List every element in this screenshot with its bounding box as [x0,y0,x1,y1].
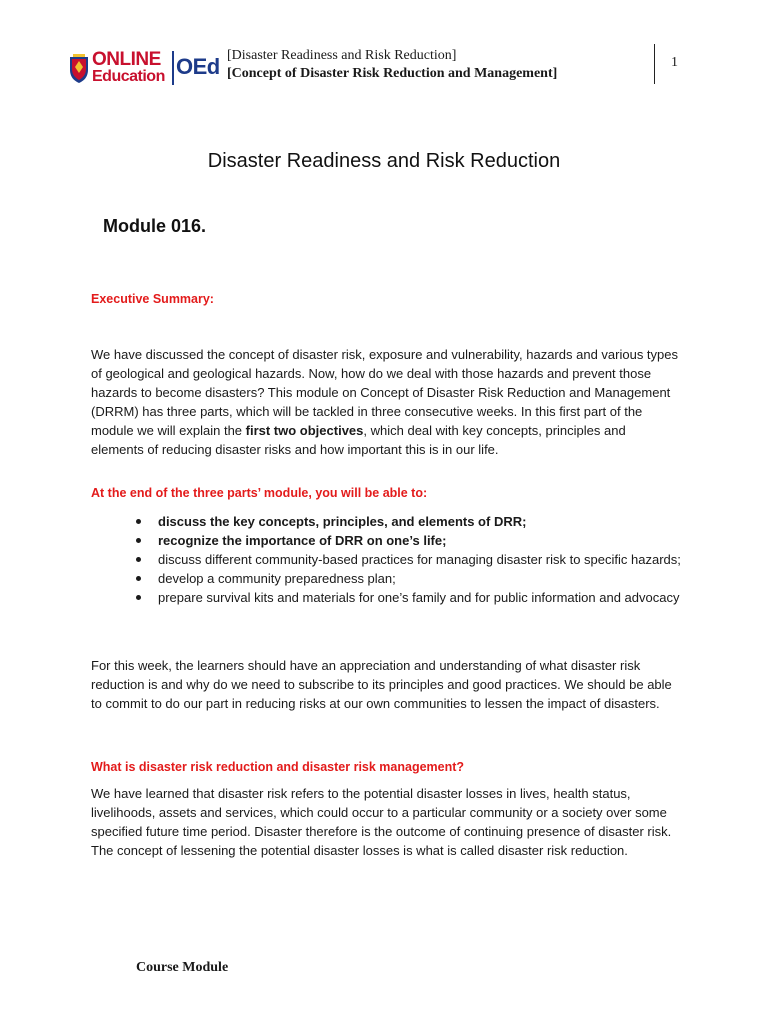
objective-item [91,569,681,588]
bullet-icon [136,557,141,562]
objective-item [91,531,681,550]
bullet-icon [136,595,141,600]
logo-divider [172,51,174,85]
bullet-icon [136,576,141,581]
drr-definition-paragraph: We have learned that disaster risk refers to the potential disaster losses in lives, health status, livelihoods, assets and services, which could occur to a particular community or a society over some specified future time period. Disaster therefore is the outcome of continuing presence of disaster risk. The concept of lessening the potential disaster losses is what is called disaster risk reduction. [91,786,672,858]
objective-text: prepare survival kits and materials for one’s family and for public information and advocacy [158,590,680,605]
page-number: 1 [671,55,678,70]
executive-summary-heading: Executive Summary: [91,292,214,306]
document-title: Disaster Readiness and Risk Reduction [207,150,561,172]
header-divider [654,44,655,84]
bullet-icon [136,519,141,524]
week-paragraph: For this week, the learners should have an appreciation and understanding of what disaster risk reduction is and why do we need to subscribe to its principles and good practices. We should be able to commit to do our part in reducing risks at our own communities to lessen the impact of disasters. [91,658,672,711]
footer-course-module: Course Module [136,960,229,975]
summary-text-start: We have discussed the concept of disaster risk, exposure and vulnerability, hazards and various types of geological and geological hazards. Now, how do we deal with those hazards and prevent those hazards to become disasters? This module on Concept of Disaster Risk Reduction and Management (DRRM) has three parts, which will be tackled in three consecutive weeks. In this first part of the module we will explain the [91,347,678,438]
crest-icon [68,54,90,84]
header-course-title: [Disaster Readiness and Risk Reduction] [227,48,457,63]
logo-online-text: ONLINE [92,49,161,70]
drr-definition-heading: What is disaster risk reduction and disaster risk management? [91,760,465,774]
objective-text: recognize the importance of DRR on one’s life; [158,533,447,548]
header-topic-title: [Concept of Disaster Risk Reduction and Management] [227,66,558,81]
objective-item [91,550,681,569]
objective-item [91,588,681,607]
summary-text-bold: first two objectives [245,423,364,438]
objective-item [91,512,681,531]
objective-text: discuss the key concepts, principles, and elements of DRR; [158,514,527,529]
executive-summary-paragraph [91,345,681,459]
objectives-heading: At the end of the three parts’ module, you will be able to: [91,486,428,500]
logo-education-text: Education [92,68,165,85]
objectives-list [91,512,681,607]
bullet-icon [136,538,141,543]
oed-logo [68,48,220,88]
objective-text: develop a community preparedness plan; [158,571,396,586]
module-number: Module 016. [103,216,207,236]
summary-text-end: , which deal with key concepts, principles and elements of reducing disaster risks and how important this is in our life. [91,423,626,457]
objective-text: discuss different community-based practices for managing disaster risk to specific hazards; [158,552,681,567]
logo-oed-text: OEd [176,54,220,79]
